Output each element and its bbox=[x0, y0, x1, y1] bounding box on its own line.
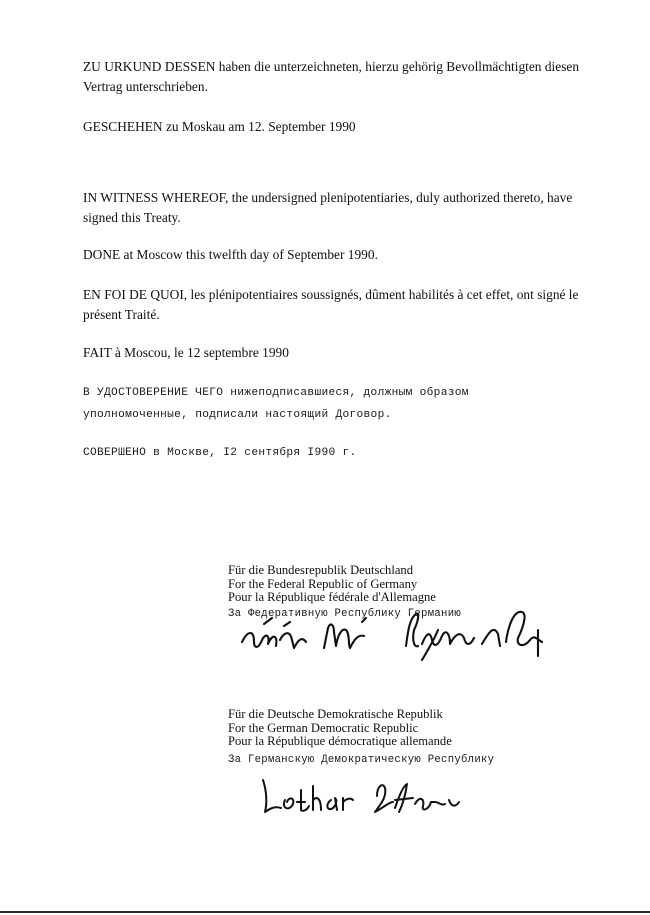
frg-handwritten-signature bbox=[238, 600, 578, 670]
scan-edge-line bbox=[0, 911, 650, 913]
french-witness-clause: EN FOI DE QUOI, les plénipotentiaires soussignés, dûment habilités à cet effet, ont signé le présent Traité. bbox=[83, 287, 579, 322]
english-witness-clause: IN WITNESS WHEREOF, the undersigned plenipotentiaries, duly authorized thereto, have signed this Treaty. bbox=[83, 190, 573, 225]
german-done-line: GESCHEHEN zu Moskau am 12. September 1990 bbox=[83, 119, 356, 134]
gdr-label-french: Pour la République démocratique allemande bbox=[228, 734, 452, 748]
gdr-handwritten-signature bbox=[255, 772, 485, 822]
gdr-label-german: Für die Deutsche Demokratische Republik bbox=[228, 707, 443, 721]
frg-label-german: Für die Bundesrepublik Deutschland bbox=[228, 563, 414, 577]
signatory-block-gdr bbox=[228, 708, 588, 767]
frg-label-english: For the Federal Republic of Germany bbox=[228, 576, 418, 591]
french-done-line: FAIT à Moscou, le 12 septembre 1990 bbox=[83, 345, 289, 360]
russian-witness-line-1: В УДОСТОВЕРЕНИЕ ЧЕГО нижеподписавшиеся, должным образом bbox=[83, 387, 469, 399]
russian-witness-line-2: уполномоченные, подписали настоящий Договор. bbox=[83, 409, 392, 421]
frg-label-french: Pour la République fédérale d'Allemagne bbox=[228, 590, 436, 604]
frg-label-russian: За Федеративную Республику Германию bbox=[228, 607, 462, 620]
german-witness-clause: ZU URKUND DESSEN haben die unterzeichneten, hierzu gehörig Bevollmächtigten diesen Vertrag unterschrieben. bbox=[83, 59, 580, 94]
gdr-label-russian: За Германскую Демократическую Республику bbox=[228, 753, 495, 766]
english-done-line: DONE at Moscow this twelfth day of September 1990. bbox=[83, 247, 378, 262]
russian-done-line: СОВЕРШЕНО в Москве, I2 сентября I990 г. bbox=[83, 447, 357, 459]
gdr-label-english: For the German Democratic Republic bbox=[228, 720, 419, 735]
